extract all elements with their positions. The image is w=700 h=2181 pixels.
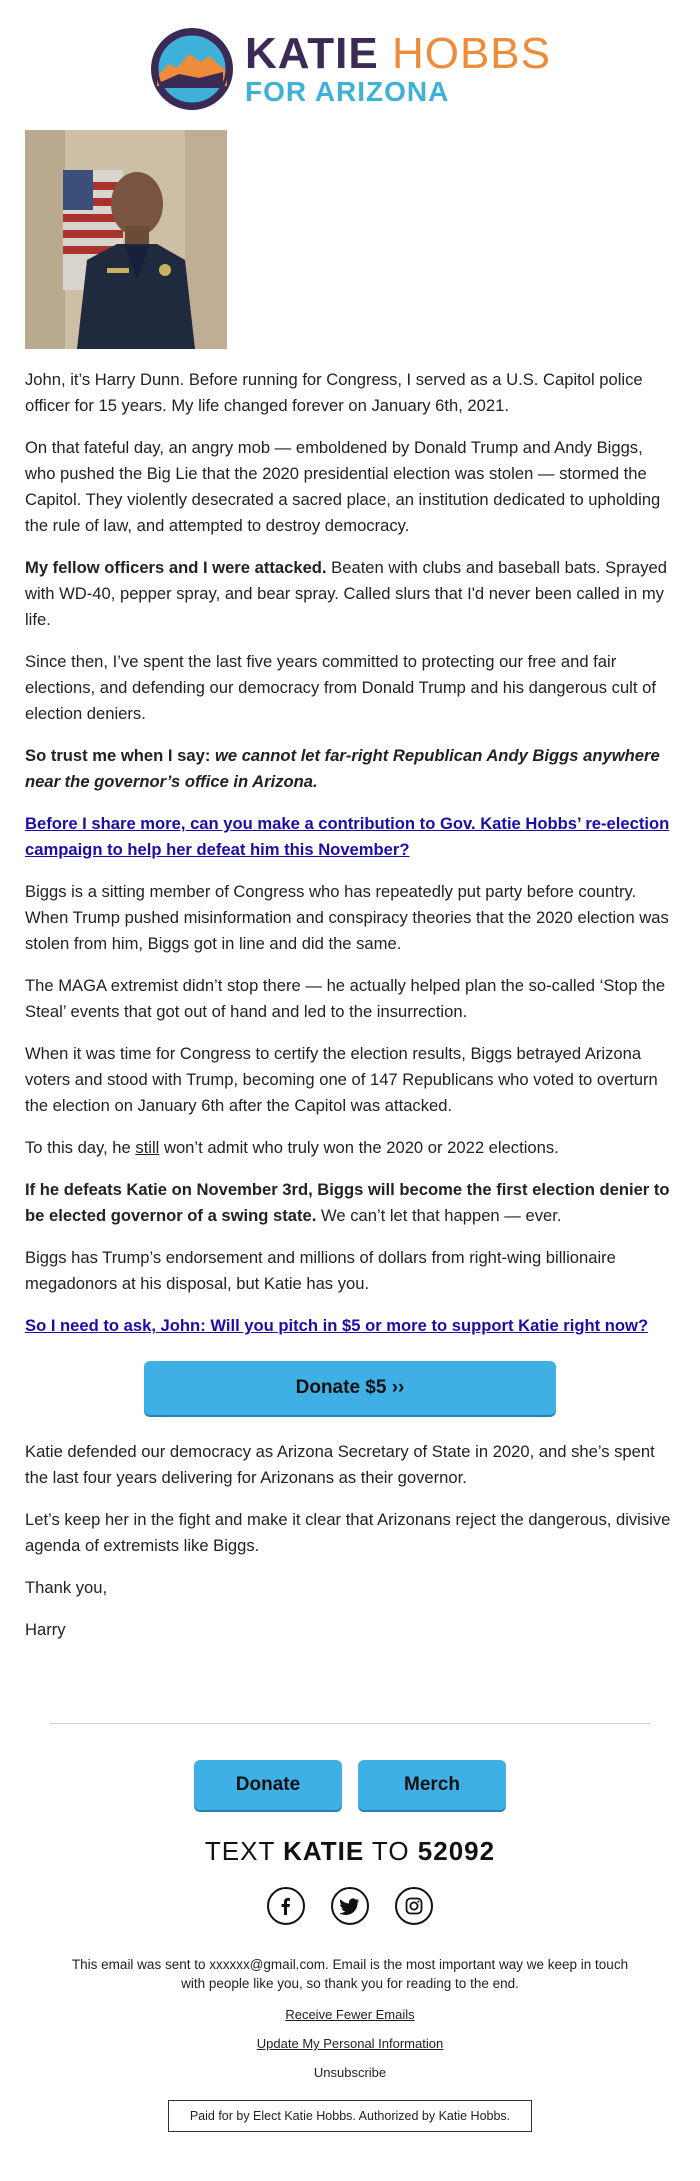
defeats-bold-text: If he defeats Katie on November 3rd, Biggs will become the first election denier to be elected governor of a swing state. — [25, 1180, 670, 1225]
logo-tagline: FOR ARIZONA — [244, 76, 450, 107]
paragraph-intro: John, it’s Harry Dunn. Before running for Congress, I served as a U.S. Capitol police officer for 15 years. My life changed forever on January 6th, 2021. — [25, 370, 643, 415]
trust-me-bold-text: So trust me when I say: — [25, 746, 215, 765]
arizona-landscape-logo-icon — [149, 26, 235, 112]
instagram-icon[interactable] — [395, 1887, 433, 1925]
email-footer — [0, 1723, 700, 2132]
receive-fewer-emails-link[interactable]: Receive Fewer Emails — [285, 2007, 415, 2022]
paragraph-trust-me — [25, 743, 675, 795]
text-katie-line — [0, 1836, 700, 1867]
update-info-link[interactable]: Update My Personal Information — [256, 2036, 444, 2051]
donate-5-button[interactable]: Donate $5 ›› — [144, 1361, 556, 1415]
paragraph-to-this-day — [25, 1135, 675, 1161]
paragraph-attacked — [25, 555, 675, 633]
unsubscribe-link[interactable]: Unsubscribe — [313, 2065, 387, 2080]
footer-divider — [50, 1723, 650, 1724]
paragraph-keep-her: Let’s keep her in the fight and make it clear that Arizonans reject the dangerous, divisive agenda of extremists like Biggs. — [25, 1510, 671, 1555]
contribution-link[interactable]: Before I share more, can you make a contribution to Gov. Katie Hobbs’ re-election campaign to help her defeat him this November? — [25, 814, 670, 859]
paragraph-certify: When it was time for Congress to certify the election results, Biggs betrayed Arizona voters and stood with Trump, becoming one of 147 Republicans who voted to overturn the election on January 6th after the Capitol was attacked. — [25, 1044, 658, 1115]
paragraph-biggs-congress: Biggs is a sitting member of Congress who has repeatedly put party before country. When Trump pushed misinformation and conspiracy theories that the 2020 election was stolen from him, Biggs got in line and did the same. — [25, 882, 669, 953]
pitch-in-link[interactable]: So I need to ask, John: Will you pitch in $5 or more to support Katie right now? — [25, 1316, 649, 1335]
logo-hobbs-word: HOBBS — [391, 29, 551, 78]
footer-donate-button[interactable]: Donate — [194, 1760, 342, 1810]
logo-katie-word: KATIE — [244, 29, 379, 78]
footer-merch-button[interactable]: Merch — [358, 1760, 506, 1810]
paragraph-jan6: On that fateful day, an angry mob — emboldened by Donald Trump and Andy Biggs, who pushed the Big Lie that the 2020 presidential election was stolen — stormed the Capitol. They violently desecrated a sacred place, an institution dedicated to upholding the rule of law, and attempted to destroy democracy. — [25, 438, 661, 535]
paragraph-contribution-link — [25, 811, 675, 863]
still-underlined: still — [135, 1138, 160, 1157]
footer-buttons — [0, 1760, 700, 1810]
campaign-logo — [0, 0, 700, 110]
to-this-day-text-b: won’t admit who truly won the 2020 or 2022 elections. — [159, 1138, 559, 1157]
harry-dunn-photo — [25, 130, 227, 349]
fine-print: This email was sent to xxxxxx@gmail.com. Email is the most important way we keep in touch with people like you, so thank you for reading to the end. — [71, 1957, 629, 1991]
paragraph-thank-you: Thank you, — [25, 1578, 108, 1597]
paragraph-defeats-katie — [25, 1177, 675, 1229]
trust-me-italic-text: we cannot let far-right Republican Andy Biggs anywhere near the governor’s office in Arizona. — [25, 746, 660, 791]
defeats-rest-text: We can’t let that happen — ever. — [316, 1206, 562, 1225]
social-links — [0, 1887, 700, 1925]
paragraph-endorsement: Biggs has Trump’s endorsement and millions of dollars from right-wing billionaire megadonors at his disposal, but Katie has you. — [25, 1248, 616, 1293]
text-keyword: KATIE — [283, 1836, 365, 1866]
attacked-rest-text: Beaten with clubs and baseball bats. Sprayed with WD-40, pepper spray, and bear spray. Called slurs that I'd never been called in my life. — [25, 558, 667, 629]
text-pre: TEXT — [204, 1836, 284, 1866]
twitter-icon[interactable] — [331, 1887, 369, 1925]
paragraph-since-then: Since then, I’ve spent the last five years committed to protecting our free and fair elections, and defending our democracy from Donald Trump and his dangerous cult of election deniers. — [25, 652, 656, 723]
email-body — [0, 367, 700, 1643]
paragraph-pitch-in-link — [25, 1313, 675, 1339]
attacked-bold-text: My fellow officers and I were attacked. — [25, 558, 327, 577]
paragraph-maga: The MAGA extremist didn’t stop there — he actually helped plan the so-called ‘Stop the Steal’ events that got out of hand and led to the insurrection. — [25, 976, 666, 1021]
signature-harry: Harry — [25, 1620, 66, 1639]
text-shortcode: 52092 — [417, 1836, 496, 1866]
text-mid: TO — [364, 1836, 418, 1866]
facebook-icon[interactable] — [267, 1887, 305, 1925]
paid-for-disclaimer: Paid for by Elect Katie Hobbs. Authorized by Katie Hobbs. — [168, 2100, 532, 2132]
to-this-day-text-a: To this day, he — [25, 1138, 136, 1157]
paragraph-katie-defended: Katie defended our democracy as Arizona Secretary of State in 2020, and she’s spent the last four years delivering for Arizonans as their governor. — [25, 1442, 655, 1487]
